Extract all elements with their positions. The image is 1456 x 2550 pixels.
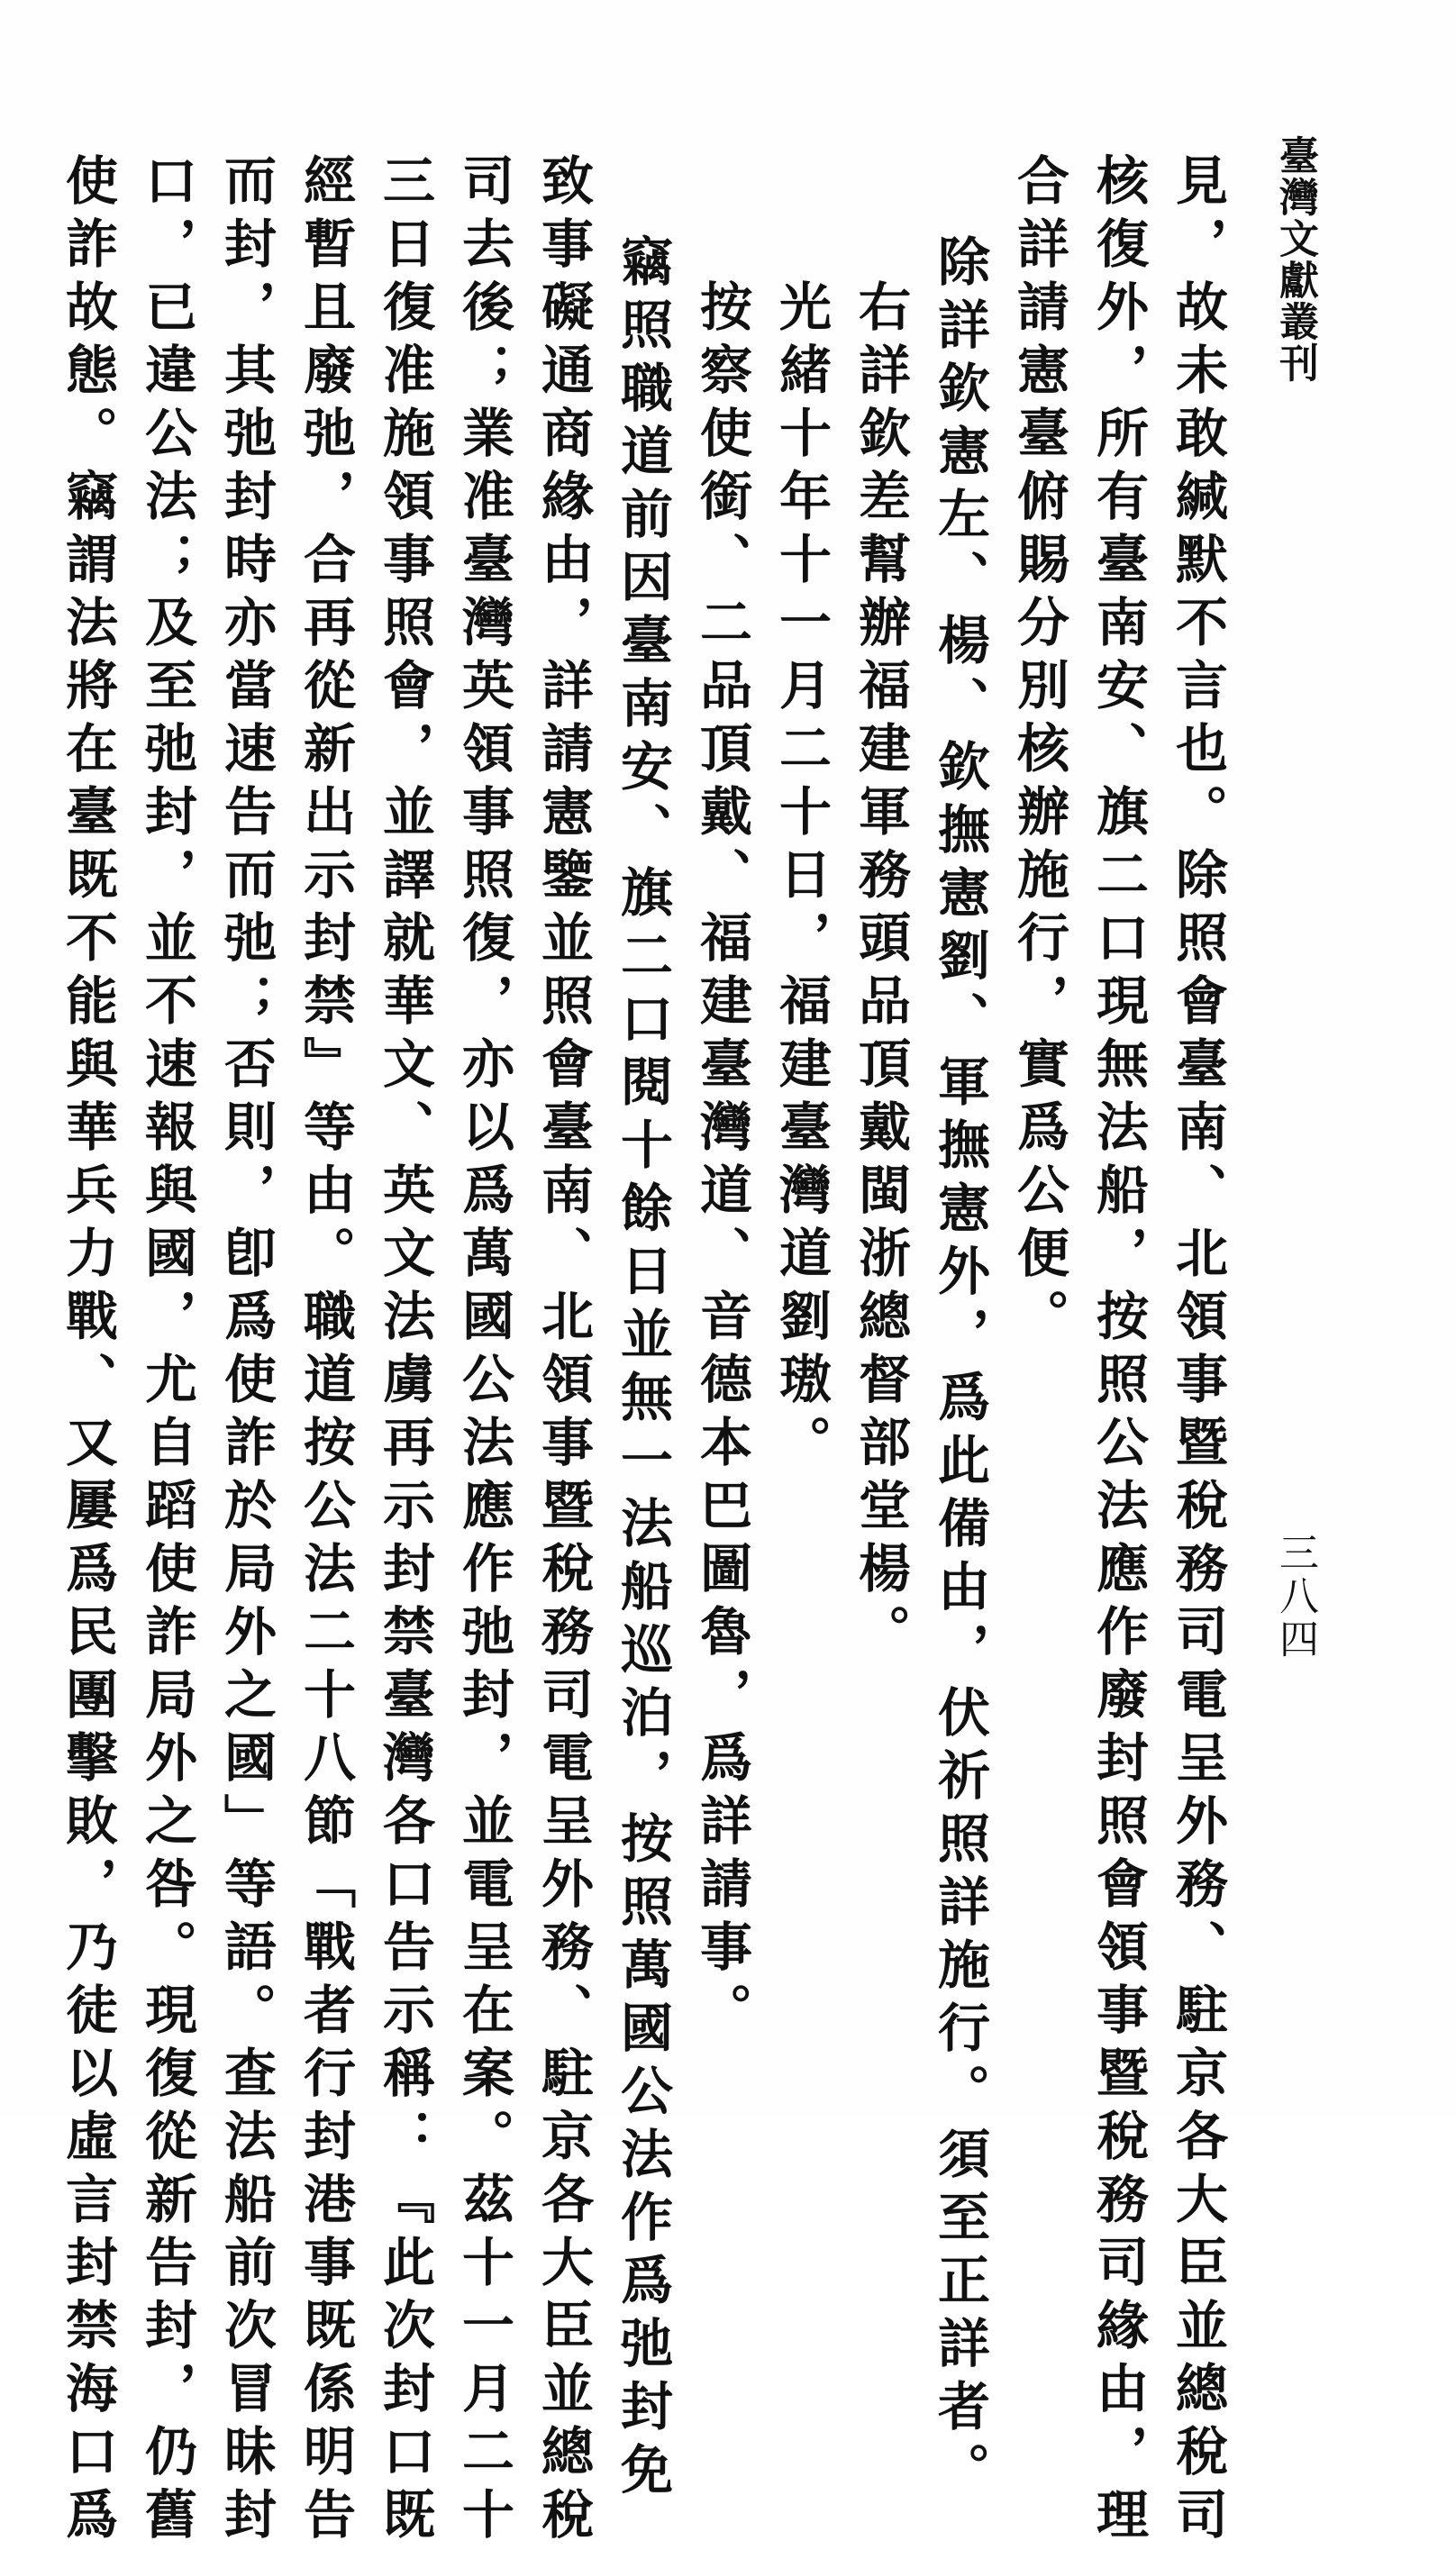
text-column: 使詐故態。竊謂法將在臺既不能與華兵力戰、又屢爲民團擊敗，乃徒以虛言封禁海口爲 [57, 153, 118, 2550]
text-column: 三日復准施領事照會，並譯就華文、英文法虜再示封禁臺灣各口告示稱：『此次封口既 [374, 153, 435, 2550]
text-column: 按察使銜、二品頂戴、福建臺灣道、音德本巴圖魯，爲詳請事。 [691, 279, 752, 2045]
text-column: 竊照職道前因臺南安、旗二口閱十餘日並無一法船巡泊，按照萬國公法作爲弛封免 [612, 234, 673, 2505]
text-column: 口，已違公法；及至弛封，並不速報與國，尤自蹈使詐局外之咎。現復從新告封，仍舊 [136, 153, 197, 2550]
text-column: 光緒十年十一月二十日，福建臺灣道劉璈。 [770, 279, 832, 1478]
text-column: 核復外，所有臺南安、旗二口現無法船，按照公法應作廢封照會領事暨稅務司緣由，理 [1087, 153, 1149, 2550]
text-column: 致事礙通商緣由，詳請憲鑒並照會臺南、北領事暨稅務司電呈外務、駐京各大臣並總稅 [532, 153, 594, 2550]
text-column: 右詳欽差幫辦福建軍務頭品頂戴閩浙總督部堂楊。 [850, 279, 911, 1667]
page-number: 三八四 [1272, 1532, 1318, 1662]
text-column: 除詳欽憲左、楊、欽撫憲劉、軍撫憲外，爲此備由，伏祈照詳施行。須至正詳者。 [929, 234, 990, 2505]
running-header-title: 臺灣文獻叢刊 [1272, 135, 1318, 384]
text-column: 合詳請憲臺俯賜分別核辦施行，實爲公便。 [1008, 153, 1069, 1352]
text-column: 而封，其弛封時亦當速告而弛；否則，卽爲使詐於局外之國」等語。查法船前次冒昧封 [215, 153, 277, 2550]
text-column: 經暫且廢弛，合再從新出示封禁』等由。職道按公法二十八節「戰者行封港事既係明告 [295, 153, 356, 2550]
text-column: 司去後；業准臺灣英領事照復，亦以爲萬國公法應作弛封，並電呈在案。茲十一月二十 [453, 153, 514, 2550]
text-column: 見，故未敢緘默不言也。除照會臺南、北領事暨稅務司電呈外務、駐京各大臣並總稅司 [1167, 153, 1228, 2550]
